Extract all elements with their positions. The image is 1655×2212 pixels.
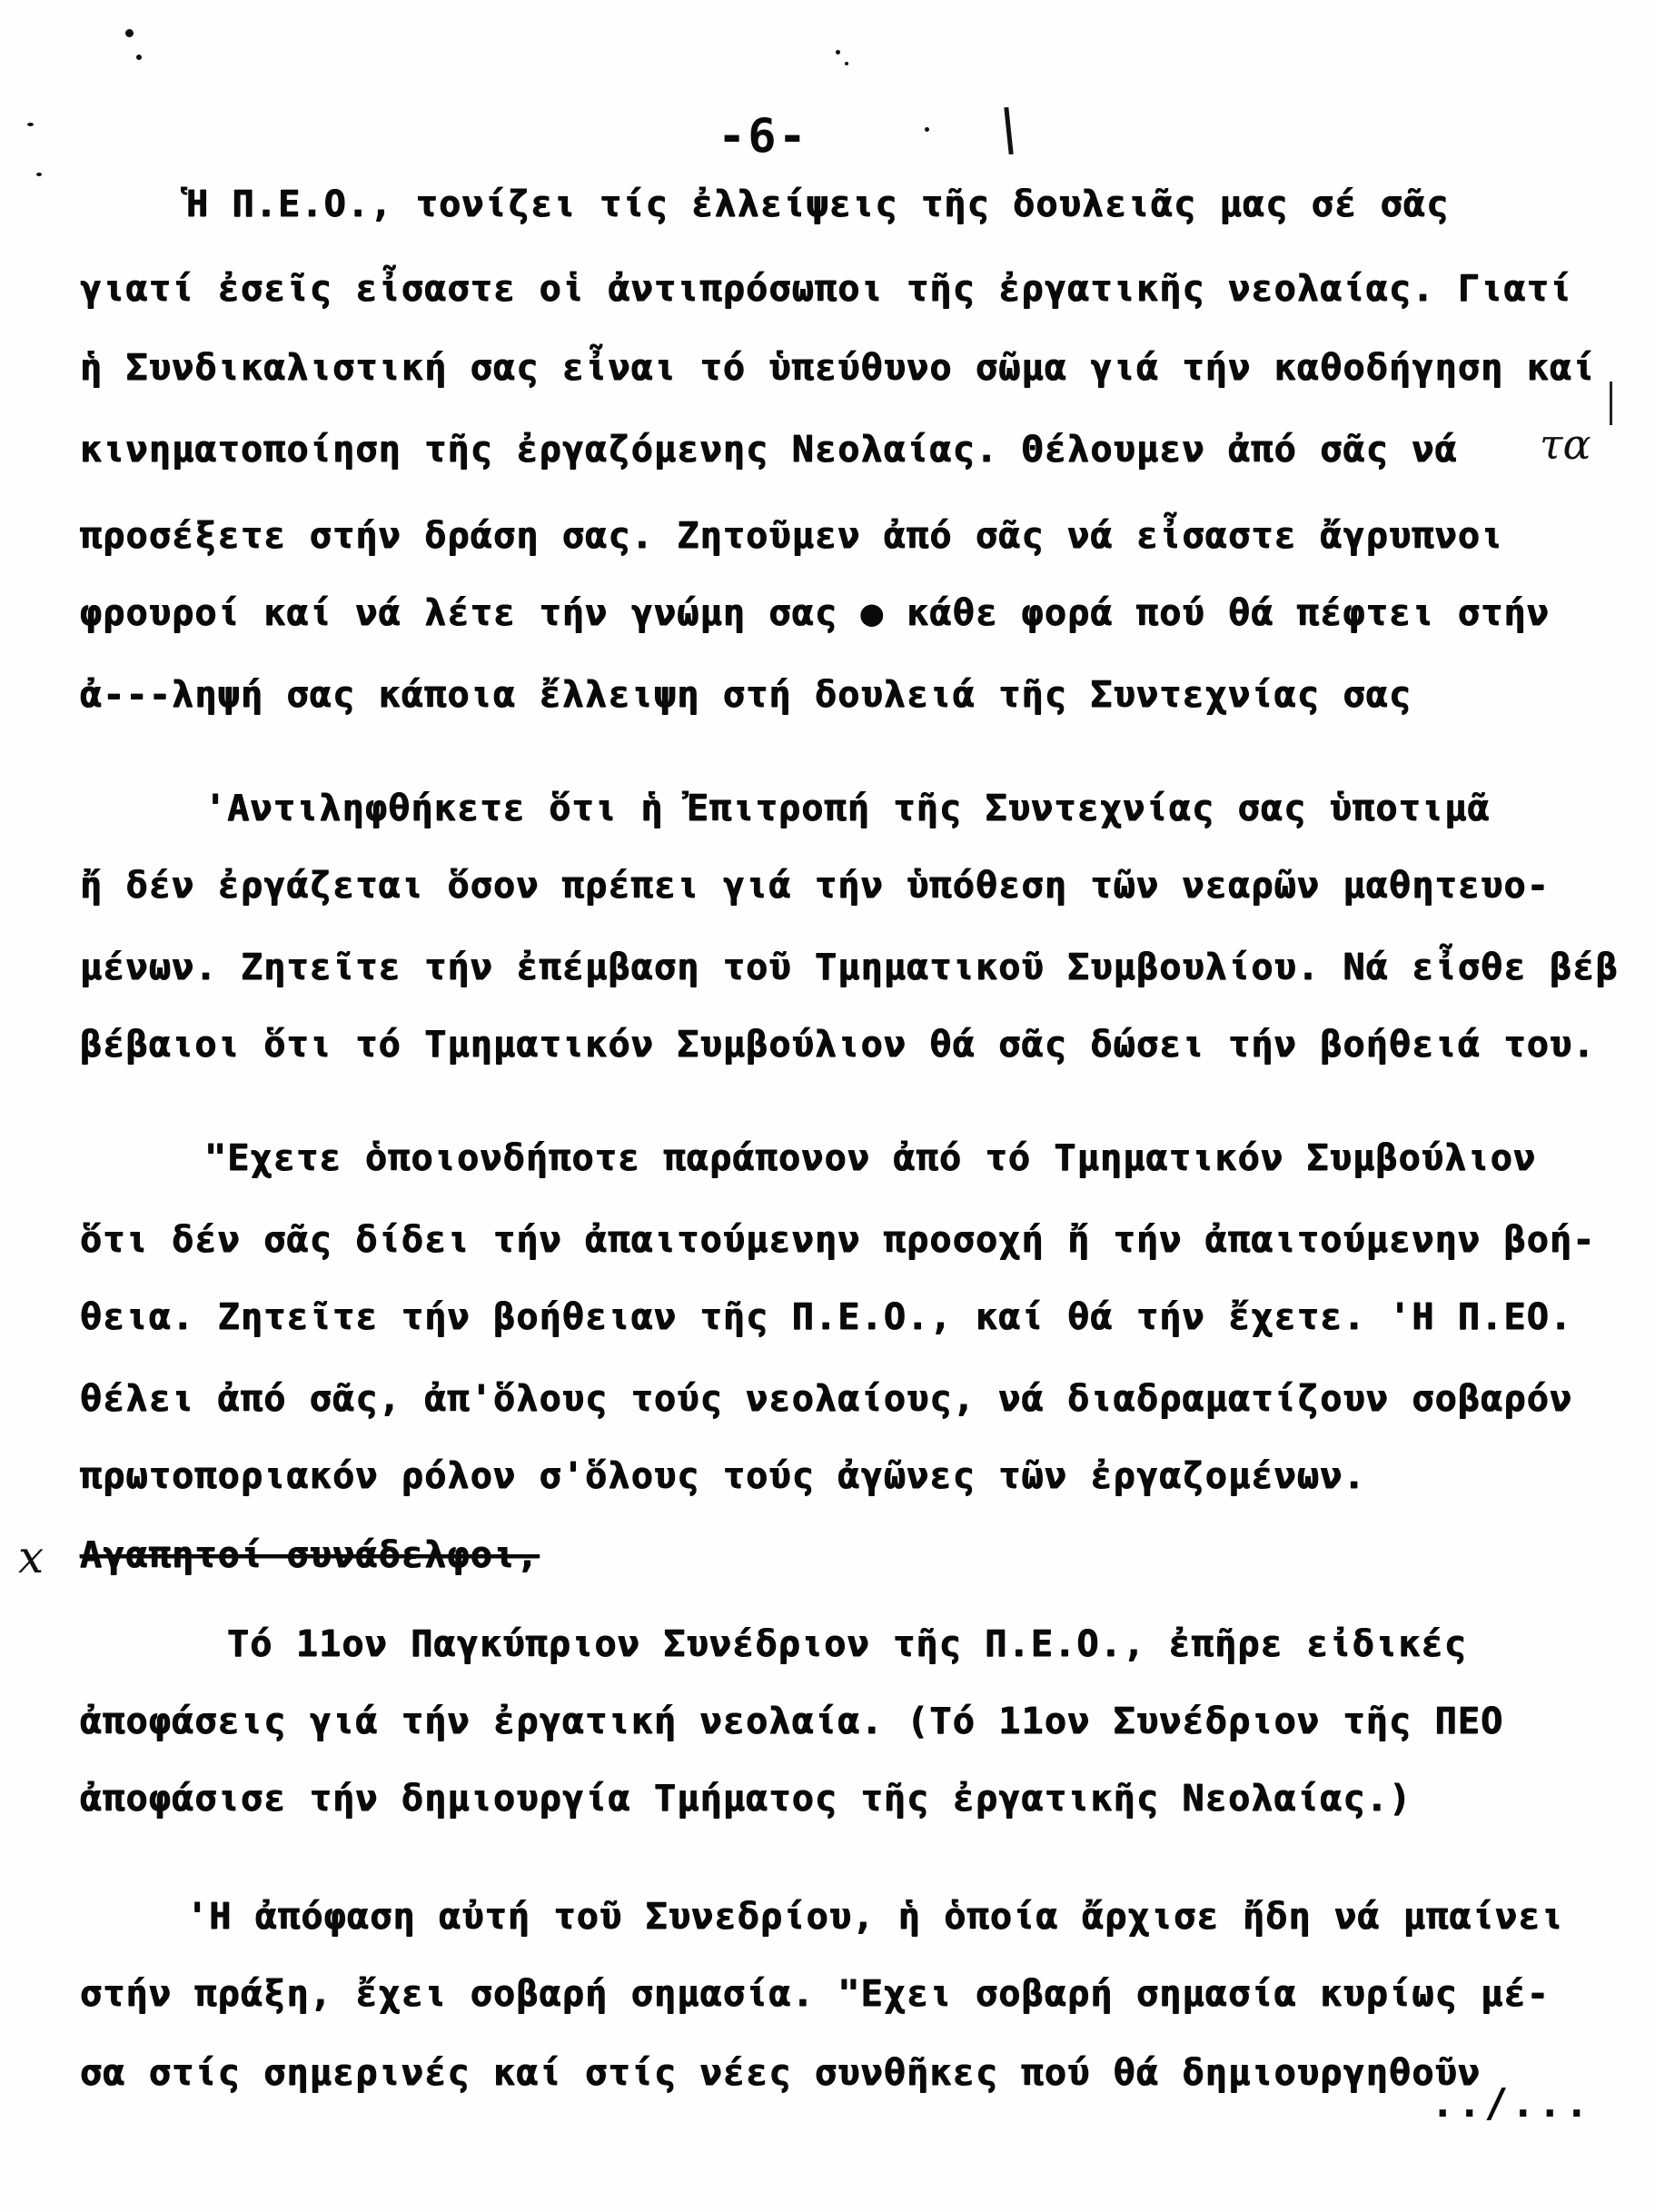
scan-speck	[36, 173, 42, 176]
text-line: θεια. Ζητεῖτε τήν βοήθειαν τῆς Π.Ε.Ο., καί θά τήν ἔχετε. 'Η Π.ΕΟ.	[80, 1296, 1573, 1338]
scan-speck	[845, 62, 848, 65]
scan-speck	[27, 123, 34, 126]
text-line: ἀ---ληψή σας κάποια ἔλλειψη στή δουλειά τῆς Συντεχνίας σας	[80, 674, 1412, 716]
text-line: ἤ δέν ἐργάζεται ὅσον πρέπει γιά τήν ὑπόθεση τῶν νεαρῶν μαθητευο-	[80, 865, 1551, 907]
text-line: πρωτοποριακόν ρόλον σ'ὅλους τούς ἀγῶνες τῶν ἐργαζομένων.	[80, 1455, 1366, 1497]
text-line: "Εχετε ὁποιονδήποτε παράπονον ἀπό τό Τμηματικόν Συμβούλιον	[204, 1137, 1537, 1179]
text-line: ἡ Συνδικαλιστική σας εἶναι τό ὑπεύθυνο σῶμα γιά τήν καθοδήγηση καί	[80, 347, 1596, 389]
continuation-mark: ../...	[1431, 2080, 1591, 2127]
text-line: ἀποφάσεις γιά τήν ἐργατική νεολαία. (Τό 11ον Συνέδριον τῆς ΠΕΟ	[80, 1701, 1504, 1742]
text-line: ἀποφάσισε τήν δημιουργία Τμήματος τῆς ἐργατικῆς Νεολαίας.)	[80, 1778, 1412, 1820]
handwritten-tick	[1610, 382, 1612, 425]
handwritten-mark: x	[18, 1531, 45, 1583]
scan-speck	[125, 29, 134, 37]
text-line: θέλει ἀπό σᾶς, ἀπ'ὅλους τούς νεολαίους, νά διαδραματίζουν σοβαρόν	[80, 1378, 1573, 1420]
text-line: φρουροί καί νά λέτε τήν γνώμη σας ● κάθε φορά πού θά πέφτει στήν	[80, 592, 1551, 634]
text-line: βέβαιοι ὅτι τό Τμηματικόν Συμβούλιον θά σᾶς δώσει τήν βοήθειά του.	[80, 1024, 1596, 1066]
scan-speck	[925, 127, 929, 132]
text-line: προσέξετε στήν δράση σας. Ζητοῦμεν ἀπό σᾶς νά εἶσαστε ἄγρυπνοι	[80, 515, 1504, 557]
text-line: γιατί ἐσεῖς εἶσαστε οἱ ἀντιπρόσωποι τῆς ἐργατικῆς νεολαίας. Γιατί	[80, 268, 1573, 310]
text-line: Τό 11ον Παγκύπριον Συνέδριον τῆς Π.Ε.Ο., ἐπῆρε εἰδικές	[227, 1623, 1468, 1665]
text-line: 'Η ἀπόφαση αὐτή τοῦ Συνεδρίου, ἡ ὁποία ἄρχισε ἤδη νά μπαίνει	[186, 1896, 1564, 1938]
text-line: 'Αντιληφθήκετε ὅτι ἡ Ἐπιτροπή τῆς Συντεχνίας σας ὑποτιμᾶ	[204, 788, 1491, 829]
page-number: -6-	[718, 109, 808, 164]
margin-stroke	[1004, 107, 1013, 154]
text-line: μένων. Ζητεῖτε τήν ἐπέμβαση τοῦ Τμηματικοῦ Συμβουλίου. Νά εἶσθε βέβ	[80, 947, 1619, 988]
scan-speck	[836, 50, 840, 55]
scan-speck	[136, 55, 142, 60]
text-line: Ἡ Π.Ε.Ο., τονίζει τίς ἐλλείψεις τῆς δουλειᾶς μας σέ σᾶς	[186, 184, 1450, 225]
text-line: σα στίς σημερινές καί στίς νέες συνθῆκες πού θά δημιουργηθοῦν	[80, 2052, 1482, 2094]
handwritten-annotation: τα	[1540, 420, 1591, 469]
text-line: κινηματοποίηση τῆς ἐργαζόμενης Νεολαίας. Θέλουμεν ἀπό σᾶς νά	[80, 429, 1458, 471]
text-line: στήν πράξη, ἔχει σοβαρή σημασία. "Εχει σοβαρή σημασία κυρίως μέ-	[80, 1973, 1551, 2015]
text-line: ὅτι δέν σᾶς δίδει τήν ἀπαιτούμενην προσοχή ἤ τήν ἀπαιτούμενην βοή-	[80, 1219, 1596, 1261]
struck-salutation: Αγαπητοί συνάδελφοι,	[80, 1534, 540, 1576]
